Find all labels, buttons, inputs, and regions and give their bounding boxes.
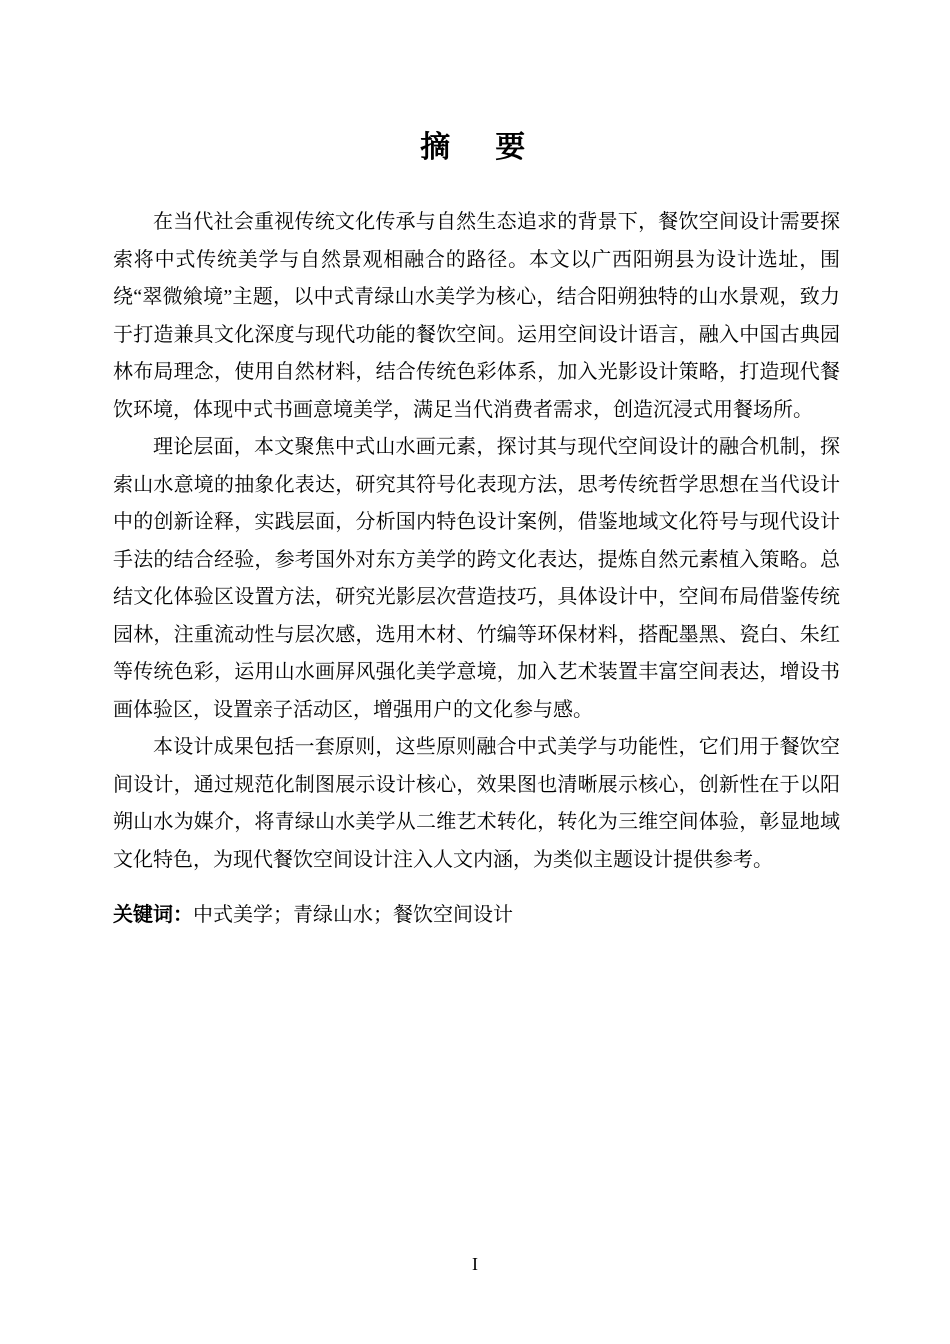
page-title: 摘 要 [420,131,533,164]
keywords-line [113,897,840,935]
abstract-paragraph-3: 本设计成果包括一套原则，这些原则融合中式美学与功能性，它们用于餐饮空间设计，通过规范化制图展示设计核心，效果图也清晰展示核心，创新性在于以阳朔山水为媒介，将青绿山水美学从二维艺术转化，转化为三维空间体验，彰显地域文化特色，为现代餐饮空间设计注入人文内涵，为类似主题设计提供参考。 [113,736,840,871]
abstract-paragraph-2: 理论层面，本文聚焦中式山水画元素，探讨其与现代空间设计的融合机制，探索山水意境的抽象化表达，研究其符号化表现方法，思考传统哲学思想在当代设计中的创新诠释，实践层面，分析国内特色设计案例，借鉴地域文化符号与现代设计手法的结合经验，参考国外对东方美学的跨文化表达，提炼自然元素植入策略。总结文化体验区设置方法，研究光影层次营造技巧，具体设计中，空间布局借鉴传统园林，注重流动性与层次感，选用木材、竹编等环保材料，搭配墨黑、瓷白、朱红等传统色彩，运用山水画屏风强化美学意境，加入艺术装置丰富空间表达，增设书画体验区，设置亲子活动区，增强用户的文化参与感。 [113,436,840,721]
keywords-text: 中式美学；青绿山水；餐饮空间设计 [193,904,513,926]
keywords-label: 关键词： [113,904,193,926]
page-number: I [472,1254,478,1274]
abstract-paragraph-1: 在当代社会重视传统文化传承与自然生态追求的背景下，餐饮空间设计需要探索将中式传统美学与自然景观相融合的路径。本文以广西阳朔县为设计选址，围绕“翠微飨境”主题，以中式青绿山水美学为核心，结合阳朔独特的山水景观，致力于打造兼具文化深度与现代功能的餐饮空间。运用空间设计语言，融入中国古典园林布局理念，使用自然材料，结合传统色彩体系，加入光影设计策略，打造现代餐饮环境，体现中式书画意境美学，满足当代消费者需求，创造沉浸式用餐场所。 [113,211,840,421]
